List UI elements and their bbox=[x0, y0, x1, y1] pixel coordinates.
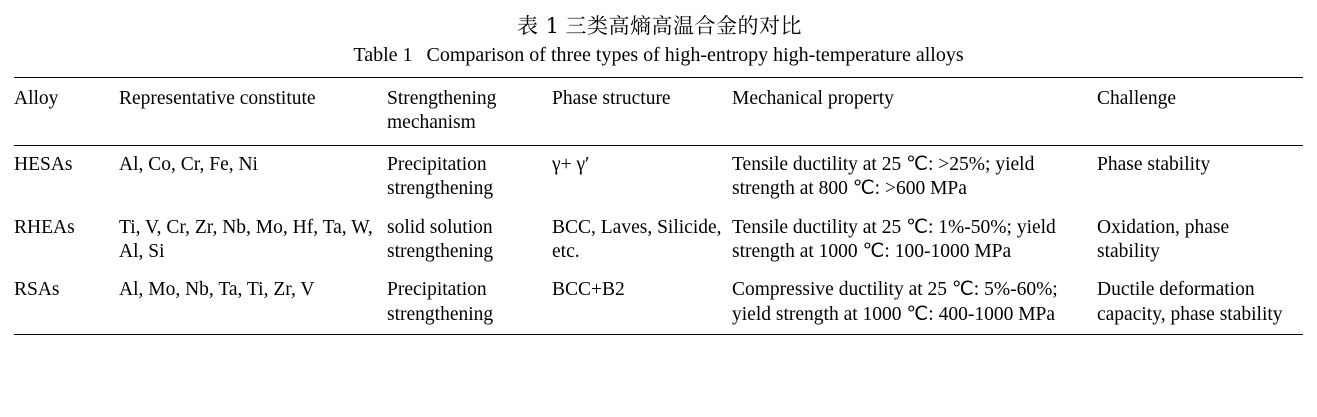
caption-english-title: Comparison of three types of high-entropy high-temperature alloys bbox=[426, 44, 964, 66]
cell-mechanism: solid solution strengthening bbox=[387, 216, 494, 262]
column-header-challenge: Challenge bbox=[1097, 78, 1303, 146]
table-row bbox=[14, 271, 1303, 334]
cell-phase: γ+ γ′ bbox=[552, 153, 590, 175]
table-header-row bbox=[14, 78, 1303, 146]
caption-chinese-title: 三类高熵高温合金的对比 bbox=[565, 14, 803, 38]
column-header-phase-structure: Phase structure bbox=[552, 78, 732, 146]
cell-mechanical: Tensile ductility at 25 ℃: 1%-50%; yield strength at 1000 ℃: 100-1000 MPa bbox=[732, 216, 1056, 262]
table-body bbox=[14, 145, 1303, 334]
cell-phase: BCC, Laves, Silicide, etc. bbox=[552, 216, 722, 262]
cell-mechanical: Compressive ductility at 25 ℃: 5%-60%; yield strength at 1000 ℃: 400-1000 MPa bbox=[732, 271, 1097, 334]
column-header-representative-constitute: Representative constitute bbox=[119, 78, 387, 146]
cell-challenge: Oxidation, phase stability bbox=[1097, 216, 1230, 262]
cell-alloy: HESAs bbox=[14, 153, 73, 175]
table-row bbox=[14, 209, 1303, 272]
cell-mechanical: Tensile ductility at 25 ℃: >25%; yield strength at 800 ℃: >600 MPa bbox=[732, 153, 1035, 200]
cell-constitute: Al, Co, Cr, Fe, Ni bbox=[119, 153, 258, 175]
caption-english-label: Table 1 bbox=[353, 44, 413, 66]
cell-constitute: Ti, V, Cr, Zr, Nb, Mo, Hf, Ta, W, Al, Si bbox=[119, 216, 373, 262]
cell-phase: BCC+B2 bbox=[552, 271, 732, 334]
table-head bbox=[14, 78, 1303, 146]
caption-chinese bbox=[14, 10, 1303, 40]
table-caption bbox=[14, 10, 1303, 67]
column-header-mechanical-property: Mechanical property bbox=[732, 78, 1097, 146]
cell-alloy: RSAs bbox=[14, 271, 119, 334]
column-header-alloy: Alloy bbox=[14, 78, 119, 146]
column-header-strengthening-mechanism: Strengthening mechanism bbox=[387, 78, 552, 146]
comparison-table bbox=[14, 77, 1303, 335]
cell-alloy: RHEAs bbox=[14, 216, 75, 238]
caption-chinese-label: 表 1 bbox=[516, 14, 560, 38]
cell-mechanism: Precipitation strengthening bbox=[387, 271, 552, 334]
caption-english bbox=[14, 44, 1303, 67]
table-row bbox=[14, 145, 1303, 208]
cell-mechanism: Precipitation strengthening bbox=[387, 153, 494, 200]
cell-challenge: Phase stability bbox=[1097, 153, 1211, 175]
cell-challenge: Ductile deformation capacity, phase stability bbox=[1097, 271, 1303, 334]
cell-constitute: Al, Mo, Nb, Ta, Ti, Zr, V bbox=[119, 271, 387, 334]
